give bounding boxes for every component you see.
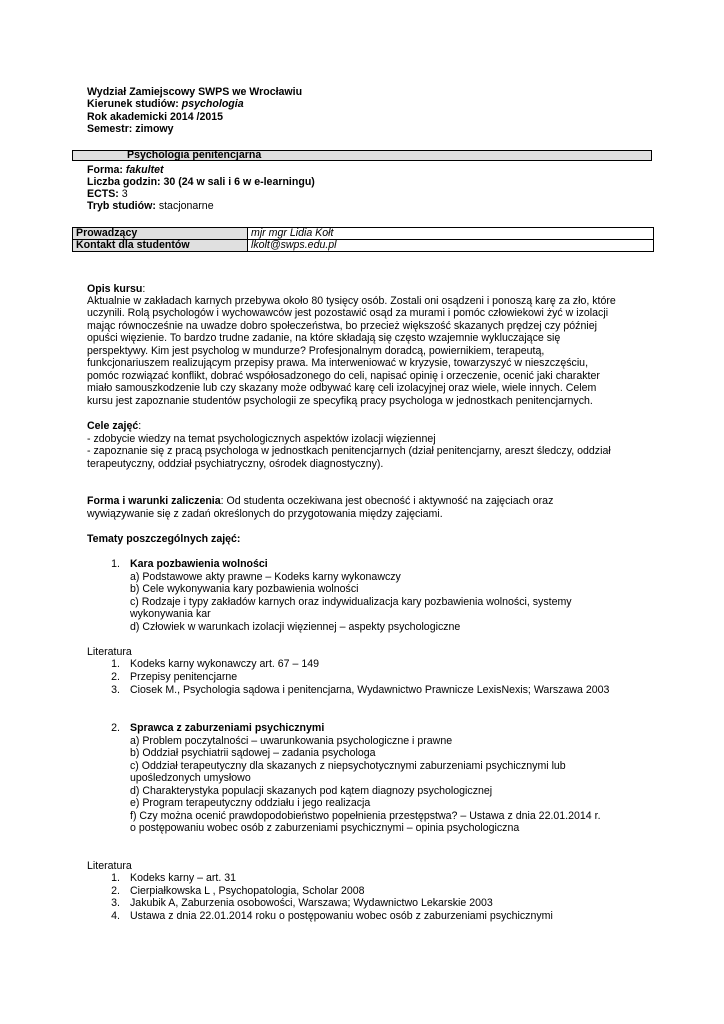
course-ects [87,188,128,200]
cele-line: - zapoznanie się z pracą psychologa w jednostkach penitencjarnych (dział penitencjarny, areszt śledczy, oddział [87,445,611,457]
literature-number: 1. [111,872,120,884]
topic-item: d) Człowiek w warunkach izolacji więziennej – aspekty psychologiczne [130,621,461,633]
literature-item: Ustawa z dnia 22.01.2014 roku o postępowaniu wobec osób z zaburzeniami psychicznymi [130,910,553,922]
cele-line: - zdobycie wiedzy na temat psychologicznych aspektów izolacji więziennej [87,433,436,445]
academic-year: Rok akademicki 2014 /2015 [87,111,224,123]
field-value: psychologia [181,98,244,110]
opis-line: perspektywy. Kim jest psycholog w mundurze? Profesjonalnym doradcą, powiernikiem, terapeutą, [87,345,545,357]
topic-item: b) Oddział psychiatrii sądowej – zadania psychologa [130,747,376,759]
semester: Semestr: zimowy [87,123,174,135]
literature-number: 3. [111,684,120,696]
opis-line: funkcjonariuszem realizującym przepisy prawa. Ma interweniować w kryzysie, towarzyszyć w nieszczęściu, [87,357,589,369]
mode-label: Tryb studiów: [87,200,156,212]
forma-text: : Od studenta oczekiwana jest obecność i aktywność na zajęciach oraz [220,495,554,507]
topic-number: 1. [111,558,120,570]
field-of-study [87,98,244,110]
contact-label: Kontakt dla studentów [73,240,248,252]
course-mode [87,200,214,212]
opis-line: miało samouszkodzenie lub czy skazany może odbywać karę celi izolacyjnej oraz wiele, wiele innych. Celem [87,382,597,394]
topic-title: Sprawca z zaburzeniami psychicznymi [130,722,325,734]
course-hours: Liczba godzin: 30 (24 w sali i 6 w e-learningu) [87,176,315,188]
ects-label: ECTS: [87,188,119,200]
course-form [87,164,164,176]
topic-item: a) Podstawowe akty prawne – Kodeks karny wykonawczy [130,571,401,583]
forma-line-2: wywiązywanie się z zadań określonych do przygotowania między zajęciami. [87,508,443,520]
cele-heading-line [87,420,141,432]
topic-title: Kara pozbawienia wolności [130,558,268,570]
table-row [73,228,654,240]
form-value: fakultet [125,164,164,176]
field-label: Kierunek studiów: [87,98,179,110]
literature-number: 4. [111,910,120,922]
cele-colon: : [138,420,142,432]
literature-number: 2. [111,671,120,683]
literature-item: Przepisy penitencjarne [130,671,238,683]
opis-heading-line [87,283,145,295]
topic-item: d) Charakterystyka populacji skazanych pod kątem diagnozy psychologicznej [130,785,493,797]
contact-email[interactable]: lkolt@swps.edu.pl [248,240,654,252]
topic-item: upośledzonych umysłowo [130,772,251,784]
opis-colon: : [142,283,146,295]
instructor-label: Prowadzący [73,228,248,240]
literature-number: 2. [111,885,120,897]
topic-item: c) Oddział terapeutyczny dla skazanych z niepsychotycznymi zaburzeniami psychicznymi lub [130,760,566,772]
cele-heading: Cele zajęć [87,420,139,432]
course-title-box [72,150,652,161]
instructor-value: mjr mgr Lidia Kołt [248,228,654,240]
topic-number: 2. [111,722,120,734]
topic-item: f) Czy można ocenić prawdopodobieństwo popełnienia przestępstwa? – Ustawa z dnia 22.01.2014 r. [130,810,601,822]
opis-line: Aktualnie w zakładach karnych przebywa około 80 tysięcy osób. Zostali oni osądzeni i ponoszą karę za zło, które [87,295,616,307]
literature-item: Kodeks karny wykonawczy art. 67 – 149 [130,658,320,670]
topic-item: b) Cele wykonywania kary pozbawienia wolności [130,583,359,595]
topic-item: wykonywania kar [130,608,211,620]
topic-item: o postępowaniu wobec osób z zaburzeniami psychicznymi – opinia psychologiczna [130,822,520,834]
faculty-name: Wydział Zamiejscowy SWPS we Wrocławiu [87,86,303,98]
topic-item: c) Rodzaje i typy zakładów karnych oraz indywidualizacja kary pozbawienia wolności, systemy [130,596,572,608]
table-row [73,240,654,252]
literature-item: Jakubik A, Zaburzenia osobowości, Warszawa; Wydawnictwo Lekarskie 2003 [130,897,493,909]
topic-item: a) Problem poczytalności – uwarunkowania psychologiczne i prawne [130,735,453,747]
ects-value: 3 [121,188,128,200]
mode-value: stacjonarne [158,200,214,212]
opis-line: uczynili. Rolą psychologów i wychowawców jest pozostawić osąd za murami i pomóc człowiekowi żyć w izolacji [87,307,609,319]
opis-line: pomóc rozwiązać konflikt, dobrać współosadzonego do celi, napisać opinię i orzeczenie, ocenić jaki charakter [87,370,600,382]
literature-label: Literatura [87,646,132,658]
form-label: Forma: [87,164,123,176]
contact-table [72,227,654,252]
literature-number: 3. [111,897,120,909]
opis-heading: Opis kursu [87,283,143,295]
opis-line: kursu jest zapoznanie studentów psychologii ze specyfiką pracy psychologa w jednostkach penitencjarnych. [87,395,593,407]
literature-label: Literatura [87,860,132,872]
course-title: Psychologia penitencjarna [127,149,262,161]
opis-line: mając równocześnie na uwadze dobro społeczeństwa, bo przecież większość skazanych prędzej czy później [87,320,597,332]
forma-heading: Forma i warunki zaliczenia [87,495,221,507]
forma-line-1 [87,495,639,507]
tematy-heading: Tematy poszczególnych zajęć: [87,533,241,545]
cele-line: terapeutyczny, oddział psychiatryczny, ośrodek diagnostyczny). [87,458,384,470]
opis-line: opuści więzienie. To bardzo trudne zadanie, na które składają się często wzajemnie wykluczające się [87,332,561,344]
literature-item: Ciosek M., Psychologia sądowa i penitencjarna, Wydawnictwo Prawnicze LexisNexis; Warszawa 2003 [130,684,610,696]
topic-item: e) Program terapeutyczny oddziału i jego realizacja [130,797,371,809]
literature-item: Cierpiałkowska L , Psychopatologia, Scholar 2008 [130,885,365,897]
literature-number: 1. [111,658,120,670]
literature-item: Kodeks karny – art. 31 [130,872,236,884]
